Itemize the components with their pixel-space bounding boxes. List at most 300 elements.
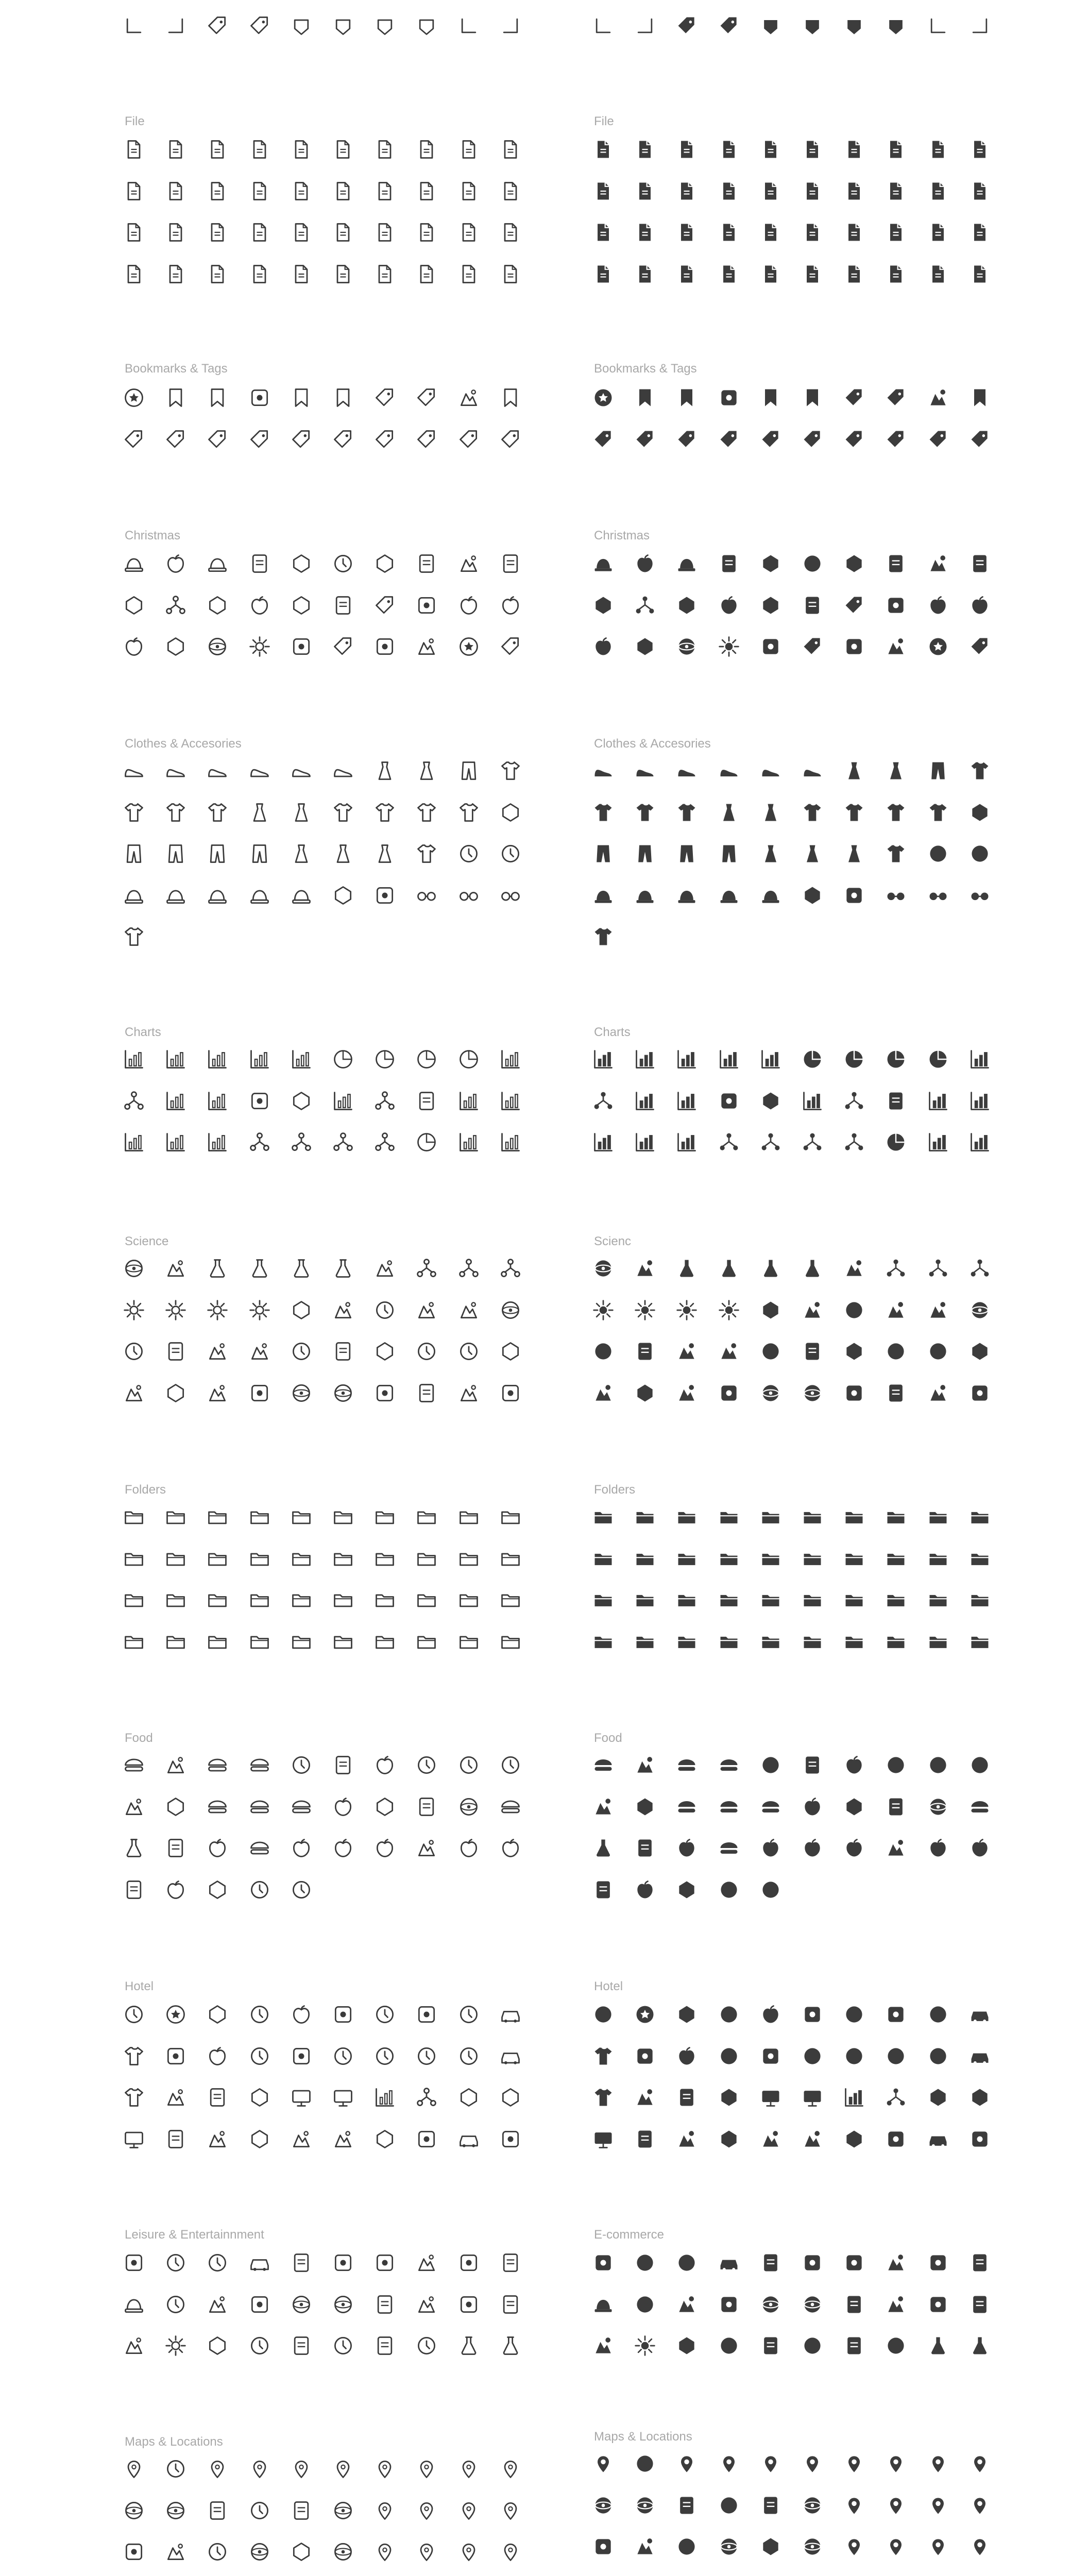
speedometer-icon	[373, 1299, 396, 1321]
galaxy-icon	[332, 1382, 354, 1404]
snowflake-icon	[248, 635, 271, 658]
shooting-star-icon	[672, 591, 701, 620]
file-star-icon	[675, 263, 698, 285]
file-archive-icon	[672, 135, 701, 164]
bikini-icon	[290, 842, 313, 865]
locate-icon	[634, 2494, 656, 2517]
folder-copy-icon	[881, 1502, 910, 1531]
binoculars-icon	[589, 1379, 618, 1408]
folder-copy-icon	[245, 1502, 274, 1531]
candle-icon	[759, 594, 782, 617]
walk-icon	[675, 2535, 698, 2558]
file-lock-icon	[924, 260, 953, 289]
folder-down-icon	[454, 1627, 483, 1656]
bottle-icon	[968, 2334, 991, 2357]
bookmark-icon	[161, 383, 190, 412]
lollipop-icon	[718, 1878, 740, 1901]
diamond-tag-icon	[843, 14, 865, 37]
bed-icon	[245, 2000, 274, 2029]
map-pin-icon	[412, 2537, 441, 2566]
bar-icon	[840, 2083, 869, 2112]
jacket-icon	[206, 801, 229, 824]
line-chart-icon	[248, 1048, 271, 1071]
heel-shoe-icon	[589, 756, 618, 785]
file-user-icon	[672, 218, 701, 247]
shoe-icon	[672, 756, 701, 785]
bar-chart-icon	[329, 1087, 358, 1115]
shield-tag-icon	[756, 11, 785, 40]
burger-icon	[203, 1751, 232, 1780]
road-sign-icon	[634, 2452, 656, 2475]
shower-icon	[412, 2000, 441, 2029]
puzzle-icon	[290, 2334, 313, 2357]
molecule-icon	[457, 1257, 480, 1280]
tag-settings-icon	[589, 425, 618, 454]
banana-icon	[412, 1834, 441, 1862]
safe-icon	[672, 2083, 701, 2112]
flow-chart-icon	[370, 1128, 399, 1157]
cap-icon	[161, 881, 190, 910]
magic-icon	[245, 2331, 274, 2360]
dna-icon	[290, 1340, 313, 1363]
file-edit-icon	[496, 177, 525, 206]
biohazard-icon	[589, 1337, 618, 1366]
gamepad-icon	[840, 2331, 869, 2360]
folder-copy-icon	[759, 1505, 782, 1528]
clock-icon	[412, 2125, 441, 2154]
bottle-icon	[965, 2331, 994, 2360]
bookmark-box-icon	[965, 383, 994, 412]
stopwatch-icon	[496, 1379, 525, 1408]
file-text-icon	[634, 138, 656, 161]
coat-icon	[370, 798, 399, 827]
flask-icon	[715, 1254, 743, 1283]
shirt-icon	[412, 839, 441, 868]
snowman-icon	[412, 591, 441, 620]
return-arrow-icon	[924, 11, 953, 40]
rocket-icon	[164, 1382, 187, 1404]
circus-icon	[120, 2248, 148, 2277]
bell-icon	[631, 549, 659, 578]
bra-icon	[370, 756, 399, 785]
tag-settings-icon	[840, 425, 869, 454]
cutlery-icon	[332, 2128, 354, 2150]
file-icon	[329, 135, 358, 164]
reindeer-icon	[248, 552, 271, 575]
file-copy-icon	[120, 218, 148, 247]
car-icon	[499, 2003, 522, 2026]
carrot-icon	[592, 1878, 615, 1901]
drink-icon	[927, 2334, 949, 2357]
tag-settings-icon	[843, 428, 865, 451]
gift-box-icon	[373, 594, 396, 617]
file-blocked-icon	[968, 263, 991, 285]
hairdryer-icon	[329, 2042, 358, 2071]
file-plus-icon	[415, 180, 438, 202]
file-transfer-icon	[924, 177, 953, 206]
bar-chart-icon	[454, 1087, 483, 1115]
galaxy-icon	[801, 1382, 824, 1404]
direction-icon	[290, 2540, 313, 2563]
hot-dog-icon	[123, 1754, 145, 1776]
poker-chip-icon	[798, 2290, 827, 2319]
tag-settings-icon	[756, 425, 785, 454]
map-mountain-icon	[123, 2458, 145, 2480]
bug-icon	[373, 635, 396, 658]
sleigh-icon	[415, 635, 438, 658]
map-pin-icon	[287, 2454, 316, 2483]
flask-icon	[675, 1257, 698, 1280]
globe-icon	[332, 2540, 354, 2563]
pie-chart-icon	[801, 1048, 824, 1071]
folder-copy-icon	[161, 1544, 190, 1573]
forward-arrow-icon	[499, 14, 522, 37]
map-pin-icon	[412, 2454, 441, 2483]
radial-chart-icon	[885, 1131, 907, 1154]
folder-down-icon	[120, 1627, 148, 1656]
section-title-christmas-right: Christmas	[594, 529, 650, 543]
theater-icon	[412, 2290, 441, 2319]
shower-icon	[881, 2000, 910, 2029]
flask-icon	[332, 1257, 354, 1280]
top-hat-icon	[123, 2293, 145, 2316]
picture-icon	[457, 2293, 480, 2316]
file-trash-icon	[968, 221, 991, 244]
scatter-icon	[592, 1131, 615, 1154]
bar-chart-icon	[631, 1045, 659, 1074]
file-warning-icon	[415, 263, 438, 285]
joystick-icon	[415, 2334, 438, 2357]
shirt-icon	[885, 842, 907, 865]
folder-open-icon	[634, 1505, 656, 1528]
clock-icon	[885, 2128, 907, 2150]
banana-peel-icon	[634, 1754, 656, 1776]
file-clock-icon	[759, 263, 782, 285]
gift-tag-icon	[499, 635, 522, 658]
ornament-icon	[123, 635, 145, 658]
folder-down-icon	[370, 1627, 399, 1656]
bookmark-tag-icon	[332, 386, 354, 409]
grid-icon	[248, 1090, 271, 1112]
folder-arrow-icon	[412, 1585, 441, 1614]
exit-sign-icon	[968, 2128, 991, 2150]
file-box-icon	[287, 177, 316, 206]
map-pin-icon	[496, 2496, 525, 2525]
snowflake-icon	[245, 632, 274, 661]
compass-icon	[715, 2532, 743, 2561]
slot-seven-icon	[843, 2293, 865, 2316]
lollipop-icon	[245, 1875, 274, 1904]
feather-icon	[675, 2334, 698, 2357]
no-location-icon	[672, 2491, 701, 2520]
satellite-dish-icon	[840, 1379, 869, 1408]
muffins-icon	[373, 1795, 396, 1818]
skull-icon	[290, 2251, 313, 2274]
bookmark-star-icon	[290, 386, 313, 409]
tag-settings-icon	[718, 428, 740, 451]
antenna-icon	[885, 1382, 907, 1404]
tv-icon	[759, 2086, 782, 2109]
folder-arrow-icon	[927, 1588, 949, 1611]
balloon-icon	[968, 2293, 991, 2316]
route-icon	[634, 2535, 656, 2558]
boot-icon	[759, 759, 782, 782]
flask-icon	[245, 1254, 274, 1283]
push-pin-icon	[454, 2454, 483, 2483]
house-tag-icon	[798, 11, 827, 40]
rocket-icon	[161, 1379, 190, 1408]
stocking-icon	[840, 549, 869, 578]
file-transfer-icon	[457, 180, 480, 202]
tie-icon	[496, 839, 525, 868]
network-icon	[415, 2086, 438, 2109]
map-icon	[672, 2449, 701, 2478]
balloon-icon	[496, 2290, 525, 2319]
folder-down-icon	[329, 1627, 358, 1656]
hot-dog-icon	[120, 1751, 148, 1780]
biohazard-icon	[123, 1340, 145, 1363]
basketball-icon	[287, 2290, 316, 2319]
folder-copy-icon	[840, 1544, 869, 1573]
map-pin-icon	[968, 2535, 991, 2558]
file-copy-icon	[123, 221, 145, 244]
soup-icon	[965, 1792, 994, 1821]
chili-icon	[798, 1834, 827, 1862]
tv-icon	[589, 2125, 618, 2154]
castle-icon	[634, 2251, 656, 2274]
feather-icon	[672, 2331, 701, 2360]
door-hanger-icon	[756, 2125, 785, 2154]
tag-settings-icon	[715, 425, 743, 454]
globe-icon	[329, 2537, 358, 2566]
file-box-icon	[715, 177, 743, 206]
folder-copy-icon	[123, 1547, 145, 1570]
rocket-icon	[631, 1379, 659, 1408]
hairdryer-icon	[457, 2003, 480, 2026]
bow-icon	[290, 635, 313, 658]
file-pdf-icon	[290, 138, 313, 161]
heel-shoe-icon	[592, 759, 615, 782]
sweater-icon	[412, 798, 441, 827]
belt-icon	[496, 798, 525, 827]
candy-cane-icon	[881, 549, 910, 578]
map-pin-icon	[370, 2537, 399, 2566]
dresser-icon	[248, 2086, 271, 2109]
milk-icon	[592, 1837, 615, 1859]
horizontal-bar-icon	[927, 1131, 949, 1154]
boat-icon	[248, 2251, 271, 2274]
push-pin-icon	[965, 2449, 994, 2478]
section-title-hotel-left: Hotel	[125, 1979, 154, 1993]
t-shirt-icon	[123, 801, 145, 824]
fried-egg-icon	[370, 1751, 399, 1780]
fireworks-icon	[161, 2331, 190, 2360]
egg-icon	[801, 1795, 824, 1818]
apple-icon	[373, 1837, 396, 1859]
snowman-icon	[415, 594, 438, 617]
folder-star-icon	[675, 1630, 698, 1653]
bowl-icon	[248, 1837, 271, 1859]
angel-icon	[164, 635, 187, 658]
sneaker-icon	[245, 756, 274, 785]
folder-arrow-icon	[840, 1585, 869, 1614]
map-pin-icon	[457, 2499, 480, 2522]
molecule-icon	[965, 1254, 994, 1283]
house-tag-icon	[329, 11, 358, 40]
exit-sign-icon	[499, 2128, 522, 2150]
decline-chart-icon	[290, 1048, 313, 1071]
folder-down-icon	[840, 1627, 869, 1656]
scatter-icon	[120, 1128, 148, 1157]
bell-icon	[634, 552, 656, 575]
person-pin-icon	[718, 2452, 740, 2475]
file-box-icon	[245, 177, 274, 206]
tag-settings-icon	[120, 425, 148, 454]
network-icon	[370, 1087, 399, 1115]
folder-copy-icon	[924, 1502, 953, 1531]
banana-peel-icon	[631, 1751, 659, 1780]
reindeer-icon	[715, 549, 743, 578]
cupcake-icon	[798, 591, 827, 620]
shoe-icon	[675, 759, 698, 782]
bathtub-icon	[415, 2045, 438, 2067]
glasses-icon	[412, 881, 441, 910]
bookmark-icon	[631, 383, 659, 412]
battery-icon	[206, 1340, 229, 1363]
cracker-icon	[927, 552, 949, 575]
flip-flop-icon	[332, 759, 354, 782]
file-share-icon	[756, 218, 785, 247]
bottle-icon	[499, 2334, 522, 2357]
slot-seven-icon	[370, 2290, 399, 2319]
map-pin-icon	[881, 2532, 910, 2561]
bookmark-tag-icon	[798, 383, 827, 412]
shower-icon	[924, 2042, 953, 2071]
decline-chart-icon	[287, 1045, 316, 1074]
car-icon	[924, 2125, 953, 2154]
drumstick-icon	[415, 1754, 438, 1776]
top-hat-icon	[589, 2290, 618, 2319]
ticket-icon	[843, 2251, 865, 2274]
building-icon	[203, 2000, 232, 2029]
folder-copy-icon	[965, 1544, 994, 1573]
tag-settings-icon	[675, 428, 698, 451]
no-location-icon	[675, 2494, 698, 2517]
gift-box-icon	[370, 591, 399, 620]
bar-icon	[843, 2086, 865, 2109]
speedometer-icon	[840, 1296, 869, 1325]
folder-copy-icon	[843, 1505, 865, 1528]
map-pin-icon	[332, 2458, 354, 2480]
comet-icon	[672, 1379, 701, 1408]
push-pin-icon	[968, 2452, 991, 2475]
compass-icon	[798, 2491, 827, 2520]
file-graph-icon	[798, 177, 827, 206]
shorts-icon	[245, 839, 274, 868]
open-book-icon	[718, 386, 740, 409]
elevator-icon	[798, 2000, 827, 2029]
dice-icon	[592, 2334, 615, 2357]
file-search-icon	[634, 221, 656, 244]
egg-icon	[329, 1792, 358, 1821]
folder-copy-icon	[756, 1502, 785, 1531]
file-transfer-icon	[454, 177, 483, 206]
sweater-icon	[415, 801, 438, 824]
bookmark-book-icon	[672, 383, 701, 412]
folder-arrow-icon	[968, 1588, 991, 1611]
folder-zip-icon	[801, 1547, 824, 1570]
joystick-icon	[885, 2334, 907, 2357]
beanie-icon	[123, 884, 145, 907]
compass-icon	[329, 2496, 358, 2525]
locate-icon	[161, 2496, 190, 2525]
santa-hat-icon	[120, 549, 148, 578]
folder-down-icon	[881, 1627, 910, 1656]
file-diagonal-icon	[924, 135, 953, 164]
glasses-icon	[415, 884, 438, 907]
exit-sign-icon	[965, 2125, 994, 2154]
phone-icon	[206, 2128, 229, 2150]
elevator-icon	[332, 2003, 354, 2026]
file-warning-icon	[881, 260, 910, 289]
pizza-icon	[412, 1792, 441, 1821]
stopwatch-icon	[965, 1379, 994, 1408]
map-screen-icon	[412, 2496, 441, 2525]
pie-chart-icon	[370, 1045, 399, 1074]
compass-icon	[245, 2537, 274, 2566]
tag-settings-icon	[161, 425, 190, 454]
calendar-star-icon	[927, 386, 949, 409]
bowl-icon	[245, 1834, 274, 1862]
file-upload-icon	[801, 221, 824, 244]
kite-icon	[924, 2248, 953, 2277]
mushroom-icon	[965, 1751, 994, 1780]
safe-icon	[203, 2083, 232, 2112]
hairdryer-icon	[798, 2042, 827, 2071]
area-chart-icon	[206, 1090, 229, 1112]
egg-icon	[798, 1792, 827, 1821]
road-icon	[287, 2496, 316, 2525]
folder-copy-icon	[329, 1502, 358, 1531]
file-code-icon	[206, 180, 229, 202]
gift-tag-icon	[965, 632, 994, 661]
pie-chart-icon	[373, 1048, 396, 1071]
top-hat-icon	[759, 884, 782, 907]
chili-icon	[329, 1834, 358, 1862]
fireworks-icon	[164, 2334, 187, 2357]
fireworks-icon	[634, 2334, 656, 2357]
bar-chart-icon	[965, 1087, 994, 1115]
towel-icon	[164, 2086, 187, 2109]
bookmark-icon	[634, 386, 656, 409]
steak-icon	[457, 1754, 480, 1776]
shorts-icon	[203, 839, 232, 868]
road-icon	[801, 1299, 824, 1321]
folder-down-icon	[415, 1630, 438, 1653]
file-icon	[881, 135, 910, 164]
bell-pepper-icon	[287, 1834, 316, 1862]
tag-right-icon	[715, 11, 743, 40]
tag-settings-icon	[631, 425, 659, 454]
compass-icon	[248, 2540, 271, 2563]
santa-icon	[672, 549, 701, 578]
carousel-icon	[675, 2251, 698, 2274]
dress-icon	[290, 801, 313, 824]
globe-icon	[801, 2535, 824, 2558]
magnifier-icon	[924, 1296, 953, 1325]
folder-arrow-icon	[120, 1585, 148, 1614]
locate-icon	[631, 2491, 659, 2520]
